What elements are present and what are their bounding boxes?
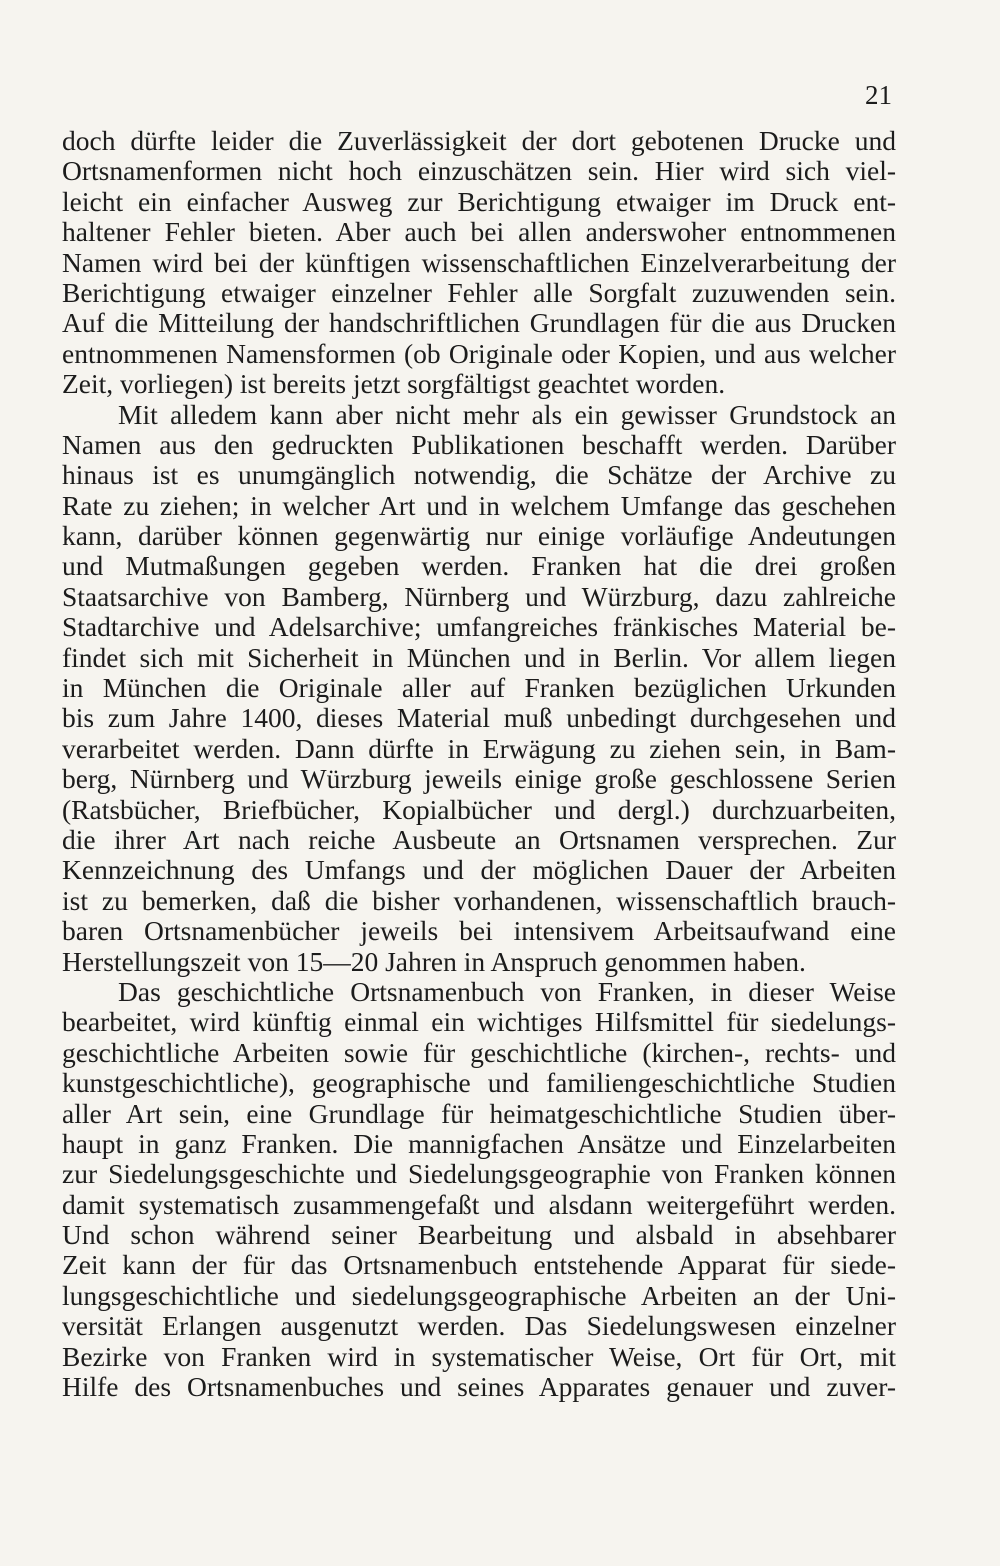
- text-line: geschichtliche Arbeiten sowie für geschichtliche (kirchen-, rechts- und: [62, 1036, 896, 1068]
- text-line: haupt in ganz Franken. Die mannigfachen Ansätze und Einzelarbeiten: [62, 1127, 896, 1159]
- text-line: Namen wird bei der künftigen wissenschaftlichen Einzelverarbeitung der: [62, 246, 896, 278]
- text-line: Namen aus den gedruckten Publikationen beschafft werden. Darüber: [62, 428, 896, 460]
- text-line: aller Art sein, eine Grundlage für heimatgeschichtliche Studien über-: [62, 1097, 896, 1129]
- text-line: leicht ein einfacher Ausweg zur Berichtigung etwaiger im Druck ent-: [62, 185, 896, 217]
- text-line: in München die Originale aller auf Franken bezüglichen Urkunden: [62, 672, 896, 704]
- text-line: Berichtigung etwaiger einzelner Fehler alle Sorgfalt zuzuwenden sein.: [62, 276, 896, 308]
- text-line: Rate zu ziehen; in welcher Art und in welchem Umfange das geschehen: [62, 489, 896, 521]
- text-line: versität Erlangen ausgenutzt werden. Das Siedelungswesen einzelner: [62, 1310, 896, 1342]
- text-line: Kennzeichnung des Umfangs und der möglichen Dauer der Arbeiten: [62, 854, 896, 886]
- page-number: 21: [865, 80, 892, 110]
- text-line: Ortsnamenformen nicht hoch einzuschätzen sein. Hier wird sich viel-: [62, 155, 896, 187]
- text-line: entnommenen Namensformen (ob Originale oder Kopien, und aus welcher: [62, 337, 896, 369]
- text-line: findet sich mit Sicherheit in München und in Berlin. Vor allem liegen: [62, 641, 896, 673]
- text-line: bearbeitet, wird künftig einmal ein wichtiges Hilfsmittel für siedelungs-: [62, 1006, 896, 1038]
- text-line: verarbeitet werden. Dann dürfte in Erwägung zu ziehen sein, in Bam-: [62, 732, 896, 764]
- paragraph-end-line: Herstellungszeit von 15—20 Jahren in Anspruch genommen haben.: [62, 945, 806, 977]
- text-line: die ihrer Art nach reiche Ausbeute an Ortsnamen versprechen. Zur: [62, 823, 896, 855]
- text-line: kann, darüber können gegenwärtig nur einige vorläufige Andeutungen: [62, 520, 896, 552]
- text-line: Stadtarchive und Adelsarchive; umfangreiches fränkisches Material be-: [62, 611, 896, 643]
- text-line: doch dürfte leider die Zuverlässigkeit der dort gebotenen Drucke und: [62, 125, 896, 156]
- paragraph-start-line: Das geschichtliche Ortsnamenbuch von Franken, in dieser Weise: [118, 975, 896, 1007]
- text-line: ist zu bemerken, daß die bisher vorhandenen, wissenschaftlich brauch-: [62, 884, 896, 916]
- text-line: Staatsarchive von Bamberg, Nürnberg und Würzburg, dazu zahlreiche: [62, 580, 896, 612]
- text-line: hinaus ist es unumgänglich notwendig, die Schätze der Archive zu: [62, 459, 896, 491]
- text-line: Hilfe des Ortsnamenbuches und seines Apparates genauer und zuver-: [62, 1371, 896, 1403]
- text-line: damit systematisch zusammengefaßt und alsdann weitergeführt werden.: [62, 1188, 896, 1220]
- paragraph-start-line: Mit alledem kann aber nicht mehr als ein gewisser Grundstock an: [118, 398, 896, 430]
- body-text: [62, 126, 896, 1402]
- text-line: und Mutmaßungen gegeben werden. Franken hat die drei großen: [62, 550, 896, 582]
- text-line: (Ratsbücher, Briefbücher, Kopialbücher und dergl.) durchzuarbeiten,: [62, 793, 896, 825]
- paragraph-end-line: Zeit, vorliegen) ist bereits jetzt sorgfältigst geachtet worden.: [62, 368, 726, 400]
- text-line: lungsgeschichtliche und siedelungsgeographische Arbeiten an der Uni-: [62, 1279, 896, 1311]
- text-line: kunstgeschichtliche), geographische und familiengeschichtliche Studien: [62, 1067, 896, 1099]
- text-line: Bezirke von Franken wird in systematischer Weise, Ort für Ort, mit: [62, 1340, 896, 1372]
- text-line: baren Ortsnamenbücher jeweils bei intensivem Arbeitsaufwand eine: [62, 915, 896, 947]
- text-line: Auf die Mitteilung der handschriftlichen Grundlagen für die aus Drucken: [62, 307, 896, 339]
- text-line: berg, Nürnberg und Würzburg jeweils einige große geschlossene Serien: [62, 763, 896, 795]
- text-line: Zeit kann der für das Ortsnamenbuch entstehende Apparat für siede-: [62, 1249, 896, 1281]
- text-line: bis zum Jahre 1400, dieses Material muß unbedingt durchgesehen und: [62, 702, 896, 734]
- text-line: haltener Fehler bieten. Aber auch bei allen anderswoher entnommenen: [62, 216, 896, 248]
- text-line: Und schon während seiner Bearbeitung und alsbald in absehbarer: [62, 1219, 896, 1251]
- text-line: zur Siedelungsgeschichte und Siedelungsgeographie von Franken können: [62, 1158, 896, 1190]
